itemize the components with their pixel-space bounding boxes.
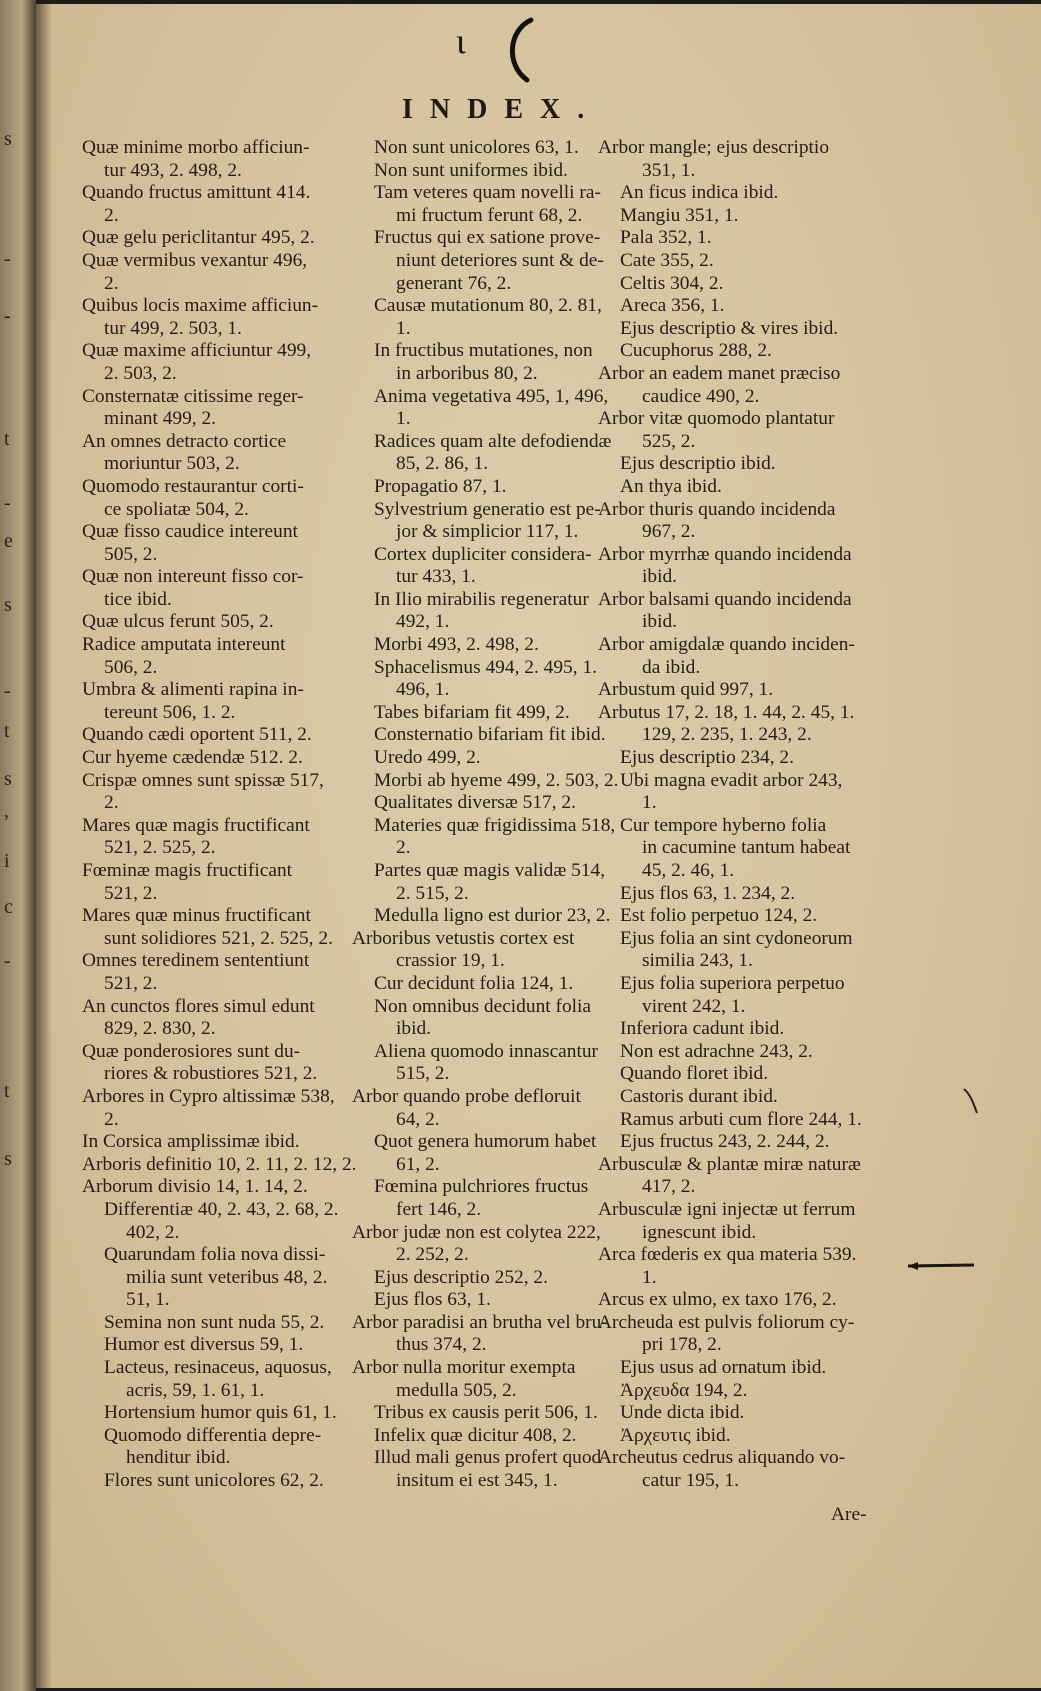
index-column-3 — [598, 137, 923, 1493]
index-entry-line: Arbores in Cypro altissimæ 538, — [82, 1085, 335, 1107]
index-entry-line: Castoris durant ibid. — [620, 1085, 778, 1107]
index-entry-line: Quando cædi oportent 511, 2. — [82, 724, 312, 746]
index-entry-line: milia sunt veteribus 48, 2. — [126, 1266, 328, 1288]
index-entry-line: Arbusculæ & plantæ miræ naturæ — [598, 1153, 861, 1175]
index-entry-line: Humor est diversus 59, 1. — [104, 1334, 304, 1356]
index-entry-line: Illud mali genus profert quod — [374, 1447, 602, 1469]
index-entry-line: Archeutus cedrus aliquando vo- — [598, 1447, 846, 1469]
page-gutter-shadow — [36, 4, 52, 1688]
index-entry-line: Quæ ponderosiores sunt du- — [82, 1040, 301, 1062]
index-entry-line: virent 242, 1. — [642, 995, 746, 1017]
index-entry-line: Ejus flos 63, 1. 234, 2. — [620, 882, 796, 904]
index-entry-line: Quot genera humorum habet — [374, 1131, 597, 1153]
index-entry-line: 417, 2. — [642, 1176, 696, 1198]
index-entry-line: Differentiæ 40, 2. 43, 2. 68, 2. — [104, 1198, 339, 1220]
index-entry-line: In Corsica amplissimæ ibid. — [82, 1131, 300, 1153]
index-entry-line: riores & robustiores 521, 2. — [104, 1063, 318, 1085]
catchword: Are- — [831, 1504, 867, 1525]
index-entry-line: Tribus ex causis perit 506, 1. — [374, 1402, 598, 1424]
index-entry-line: Ejus descriptio 234, 2. — [620, 747, 794, 769]
index-entry-line: Sphacelismus 494, 2. 495, 1. — [374, 656, 597, 678]
index-entry-line: 61, 2. — [396, 1153, 440, 1175]
index-entry-line: Cur tempore hyberno folia — [620, 814, 827, 836]
index-entry-line: niunt deteriores sunt & de- — [396, 249, 604, 271]
index-entry-line: In Ilio mirabilis regeneratur — [374, 588, 589, 610]
index-entry-line: Unde dicta ibid. — [620, 1402, 745, 1424]
index-entry-line: An ficus indica ibid. — [620, 182, 779, 204]
index-entry-line: in arboribus 80, 2. — [396, 362, 538, 384]
index-entry-line: Arbor paradisi an brutha vel bru- — [352, 1311, 608, 1333]
index-entry-line: 351, 1. — [642, 159, 696, 181]
index-entry-line: generant 76, 2. — [396, 272, 512, 294]
index-entry-line: Mares quæ magis fructificant — [82, 814, 310, 836]
index-entry-line: 496, 1. — [396, 679, 450, 701]
index-entry-line: Omnes teredinem sententiunt — [82, 950, 310, 972]
index-entry-line: Ἀρχευτις ibid. — [620, 1424, 731, 1446]
edge-letter: t — [4, 720, 10, 742]
index-entry-line: tice ibid. — [104, 588, 172, 610]
edge-letter: s — [4, 594, 12, 616]
index-entry-line: henditur ibid. — [126, 1447, 231, 1469]
index-entry-line: Arboris definitio 10, 2. 11, 2. 12, 2. — [82, 1153, 357, 1175]
index-entry-line: 2. 515, 2. — [396, 882, 469, 904]
index-entry-line: Arboribus vetustis cortex est — [352, 927, 575, 949]
index-entry-line: Ejus fructus 243, 2. 244, 2. — [620, 1131, 830, 1153]
index-entry-line: caudice 490, 2. — [642, 385, 760, 407]
index-entry-line: tur 433, 1. — [396, 566, 476, 588]
index-entry-line: Ejus folia superiora perpetuo — [620, 972, 845, 994]
index-entry-line: 515, 2. — [396, 1063, 450, 1085]
index-entry-line: fert 146, 2. — [396, 1198, 482, 1220]
index-entry-line: Areca 356, 1. — [620, 295, 725, 317]
index-entry-line: Radice amputata intereunt — [82, 634, 286, 656]
index-entry-line: Mangiu 351, 1. — [620, 204, 739, 226]
index-entry-line: Arborum divisio 14, 1. 14, 2. — [82, 1176, 308, 1198]
index-entry-line: Quarundam folia nova dissi- — [104, 1244, 326, 1266]
index-entry-line: 51, 1. — [126, 1289, 170, 1311]
index-entry-line: ignescunt ibid. — [642, 1221, 757, 1243]
index-entry-line: 2. — [104, 204, 119, 226]
index-entry-line: Ἀρχευδα 194, 2. — [620, 1379, 748, 1401]
index-entry-line: Tabes bifariam fit 499, 2. — [374, 701, 570, 723]
index-entry-line: mi fructum ferunt 68, 2. — [396, 204, 583, 226]
index-entry-line: Ejus usus ad ornatum ibid. — [620, 1357, 827, 1379]
index-entry-line: 1. — [396, 317, 411, 339]
index-entry-line: Arbor mangle; ejus descriptio — [598, 137, 830, 158]
index-entry-line: Cur hyeme cædendæ 512. 2. — [82, 747, 303, 769]
index-entry-line: Ramus arbuti cum flore 244, 1. — [620, 1108, 862, 1130]
index-entry-line: Arbustum quid 997, 1. — [598, 679, 774, 701]
index-entry-line: ibid. — [396, 1018, 432, 1040]
edge-letter: c — [4, 896, 13, 918]
index-entry-line: Quæ ulcus ferunt 505, 2. — [82, 611, 274, 633]
index-entry-line: 85, 2. 86, 1. — [396, 453, 489, 475]
edge-letter: - — [4, 950, 11, 972]
index-entry-line: Arbor thuris quando incidenda — [598, 498, 836, 520]
edge-letter: t — [4, 1080, 10, 1102]
index-entry-line: Aliena quomodo innascantur — [374, 1040, 599, 1062]
index-entry-line: Sylvestrium generatio est pe- — [374, 498, 601, 520]
index-entry-line: jor & simplicior 117, 1. — [396, 521, 579, 543]
edge-letter: - — [4, 492, 11, 514]
index-entry-line: tur 493, 2. 498, 2. — [104, 159, 242, 181]
index-entry-line: Arbor an eadem manet præciso — [598, 362, 841, 384]
index-entry-line: Anima vegetativa 495, 1, 496, — [374, 385, 609, 407]
index-entry-line: Morbi 493, 2. 498, 2. — [374, 634, 539, 656]
index-entry-line: Archeuda est pulvis foliorum cy- — [598, 1311, 855, 1333]
index-entry-line: 2. — [104, 792, 119, 814]
index-entry-line: medulla 505, 2. — [396, 1379, 517, 1401]
index-entry-line: sunt solidiores 521, 2. 525, 2. — [104, 927, 333, 949]
index-entry-line: Non est adrachne 243, 2. — [620, 1040, 813, 1062]
index-entry-line: 521, 2. — [104, 972, 158, 994]
index-entry-line: Quæ non intereunt fisso cor- — [82, 566, 304, 588]
edge-letter: s — [4, 768, 12, 790]
index-entry-line: Arca fœderis ex qua materia 539. — [598, 1244, 857, 1266]
index-entry-line: Ejus flos 63, 1. — [374, 1289, 491, 1311]
index-entry-line: Causæ mutationum 80, 2. 81, — [374, 295, 602, 317]
index-entry-line: Celtis 304, 2. — [620, 272, 724, 294]
index-entry-line: pri 178, 2. — [642, 1334, 722, 1356]
index-entry-line: tur 499, 2. 503, 1. — [104, 317, 242, 339]
index-entry-line: thus 374, 2. — [396, 1334, 487, 1356]
edge-letter: - — [4, 305, 11, 327]
edge-letter: s — [4, 1148, 12, 1170]
index-entry-line: 129, 2. 235, 1. 243, 2. — [642, 724, 812, 746]
edge-letter: - — [4, 248, 11, 270]
index-entry-line: Propagatio 87, 1. — [374, 475, 507, 497]
index-entry-line: Ejus descriptio ibid. — [620, 453, 776, 475]
index-entry-line: Arbutus 17, 2. 18, 1. 44, 2. 45, 1. — [598, 701, 855, 723]
index-entry-line: Arbor amigdalæ quando inciden- — [598, 634, 855, 656]
index-entry-line: Arbor balsami quando incidenda — [598, 588, 852, 610]
index-entry-line: 45, 2. 46, 1. — [642, 860, 735, 881]
index-entry-line: similia 243, 1. — [642, 950, 753, 972]
index-entry-line: Quibus locis maxime afficiun- — [82, 295, 319, 317]
index-entry-line: 505, 2. — [104, 543, 158, 565]
index-entry-line: Fœminæ magis fructificant — [82, 860, 293, 881]
index-entry-line: Uredo 499, 2. — [374, 747, 481, 769]
index-entry-line: 492, 1. — [396, 611, 450, 633]
index-entry-line: Non omnibus decidunt folia — [374, 995, 592, 1017]
index-entry-line: Radices quam alte defodiendæ — [374, 430, 612, 452]
index-entry-line: An thya ibid. — [620, 475, 722, 497]
index-entry-line: Non sunt uniformes ibid. — [374, 159, 568, 181]
index-entry-line: Consternatæ citissime reger- — [82, 385, 304, 407]
index-entry-line: Crispæ omnes sunt spissæ 517, — [82, 769, 324, 791]
edge-letter: s — [4, 128, 12, 150]
page-title: INDEX. — [402, 94, 602, 125]
index-entry-line: Flores sunt unicolores 62, 2. — [104, 1470, 324, 1492]
index-entry-line: Quæ gelu periclitantur 495, 2. — [82, 227, 315, 249]
index-entry-line: Inferiora cadunt ibid. — [620, 1018, 785, 1040]
index-entry-line: Fœmina pulchriores fructus — [374, 1176, 589, 1198]
index-column-1 — [82, 137, 382, 1493]
index-entry-line: 1. — [396, 408, 411, 430]
index-entry-line: Arbor vitæ quomodo plantatur — [598, 408, 835, 430]
index-page — [36, 4, 1041, 1688]
margin-pointer-mark — [906, 1259, 976, 1273]
index-entry-line: Est folio perpetuo 124, 2. — [620, 905, 818, 927]
index-entry-line: An cunctos flores simul edunt — [82, 995, 315, 1017]
index-entry-line: Medulla ligno est durior 23, 2. — [374, 905, 611, 927]
index-entry-line: Semina non sunt nuda 55, 2. — [104, 1311, 325, 1333]
index-entry-line: insitum ei est 345, 1. — [396, 1470, 558, 1492]
index-entry-line: 521, 2. — [104, 882, 158, 904]
index-entry-line: 1. — [642, 792, 657, 814]
index-entry-line: in cacumine tantum habeat — [642, 837, 851, 859]
index-entry-line: ibid. — [642, 566, 678, 588]
index-entry-line: Arbor nulla moritur exempta — [352, 1357, 576, 1379]
index-entry-line: In fructibus mutationes, non — [374, 340, 593, 362]
index-entry-line: Quomodo differentia depre- — [104, 1424, 322, 1446]
index-entry-line: 967, 2. — [642, 521, 696, 543]
index-entry-line: 2. — [104, 1108, 119, 1130]
index-entry-line: Arbor judæ non est colytea 222, — [352, 1221, 601, 1243]
index-entry-line: An omnes detracto cortice — [82, 430, 287, 452]
index-entry-line: Infelix quæ dicitur 408, 2. — [374, 1424, 577, 1446]
index-entry-line: Materies quæ frigidissima 518, — [374, 814, 616, 836]
handwritten-mark: ι — [456, 21, 466, 61]
edge-letter: t — [4, 428, 10, 450]
index-entry-line: Quomodo restaurantur corti- — [82, 475, 304, 497]
index-entry-line: Quando floret ibid. — [620, 1063, 769, 1085]
index-entry-line: Hortensium humor quis 61, 1. — [104, 1402, 337, 1424]
margin-tick-mark — [961, 1086, 981, 1116]
index-entry-line: acris, 59, 1. 61, 1. — [126, 1379, 265, 1401]
index-entry-line: minant 499, 2. — [104, 408, 217, 430]
index-entry-line: tereunt 506, 1. 2. — [104, 701, 236, 723]
index-entry-line: Consternatio bifariam fit ibid. — [374, 724, 606, 746]
index-entry-line: Arbor myrrhæ quando incidenda — [598, 543, 852, 565]
index-entry-line: 2. — [104, 272, 119, 294]
edge-letter: - — [4, 680, 11, 702]
index-entry-line: Arcus ex ulmo, ex taxo 176, 2. — [598, 1289, 837, 1311]
index-entry-line: Arbor quando probe defloruit — [352, 1085, 581, 1107]
index-entry-line: Lacteus, resinaceus, aquosus, — [104, 1357, 332, 1379]
index-entry-line: Quæ minime morbo afficiun- — [82, 137, 310, 158]
index-entry-line: ibid. — [642, 611, 678, 633]
index-entry-line: Ejus descriptio & vires ibid. — [620, 317, 839, 339]
index-entry-line: Cur decidunt folia 124, 1. — [374, 972, 574, 994]
index-entry-line: 402, 2. — [126, 1221, 180, 1243]
index-entry-line: 506, 2. — [104, 656, 158, 678]
handwritten-bracket-mark — [501, 16, 541, 86]
index-entry-line: 2. — [396, 837, 411, 859]
index-entry-line: Umbra & alimenti rapina in- — [82, 679, 304, 701]
index-entry-line: Mares quæ minus fructificant — [82, 905, 311, 927]
index-entry-line: Pala 352, 1. — [620, 227, 712, 249]
index-entry-line: catur 195, 1. — [642, 1470, 739, 1492]
index-entry-line: 829, 2. 830, 2. — [104, 1018, 216, 1040]
index-entry-line: Partes quæ magis validæ 514, — [374, 860, 606, 881]
index-entry-line: 64, 2. — [396, 1108, 440, 1130]
index-entry-line: Qualitates diversæ 517, 2. — [374, 792, 576, 814]
index-entry-line: moriuntur 503, 2. — [104, 453, 240, 475]
edge-letter: , — [4, 800, 9, 822]
index-entry-line: 2. 503, 2. — [104, 362, 177, 384]
index-entry-line: Tam veteres quam novelli ra- — [374, 182, 601, 204]
index-entry-line: Arbusculæ igni injectæ ut ferrum — [598, 1198, 856, 1220]
edge-letter: i — [4, 850, 10, 872]
index-entry-line: 2. 252, 2. — [396, 1244, 469, 1266]
index-entry-line: Ejus folia an sint cydoneorum — [620, 927, 853, 949]
index-entry-line: Cortex dupliciter considera- — [374, 543, 592, 565]
index-entry-line: Quæ vermibus vexantur 496, — [82, 249, 308, 271]
index-entry-line: Ejus descriptio 252, 2. — [374, 1266, 548, 1288]
index-entry-line: da ibid. — [642, 656, 701, 678]
index-entry-line: Cucuphorus 288, 2. — [620, 340, 772, 362]
edge-letter: e — [4, 530, 13, 552]
index-entry-line: Non sunt unicolores 63, 1. — [374, 137, 579, 158]
index-entry-line: 1. — [642, 1266, 657, 1288]
index-entry-line: Cate 355, 2. — [620, 249, 714, 271]
index-entry-line: Fructus qui ex satione prove- — [374, 227, 601, 249]
index-entry-line: 521, 2. 525, 2. — [104, 837, 216, 859]
index-entry-line: crassior 19, 1. — [396, 950, 505, 972]
index-entry-line: 525, 2. — [642, 430, 696, 452]
index-entry-line: Quæ maxime afficiuntur 499, — [82, 340, 312, 362]
index-entry-line: Morbi ab hyeme 499, 2. 503, 2. — [374, 769, 619, 791]
index-entry-line: Quæ fisso caudice intereunt — [82, 521, 298, 543]
index-entry-line: Ubi magna evadit arbor 243, — [620, 769, 843, 791]
index-entry-line: Quando fructus amittunt 414. — [82, 182, 311, 204]
index-entry-line: ce spoliatæ 504, 2. — [104, 498, 249, 520]
